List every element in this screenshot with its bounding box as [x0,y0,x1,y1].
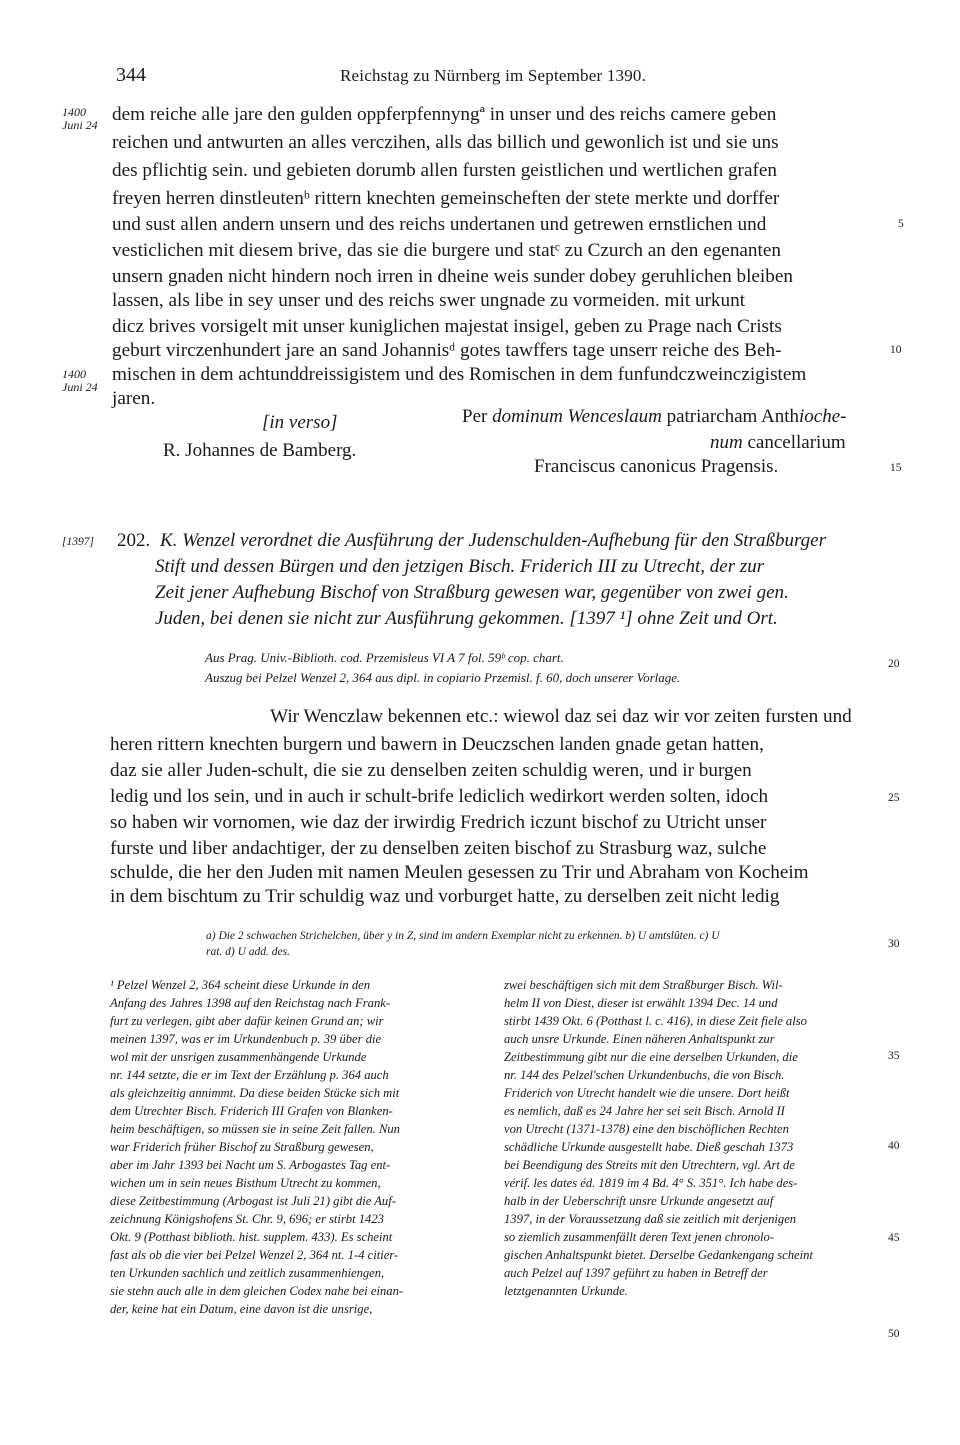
line-number: 15 [890,462,902,474]
text-line: ledig und los sein, und in auch ir schult-brife lediclich wedirkort werden solten, idoch [110,786,769,807]
footnote-line: sie stehn auch alle in dem gleichen Codex nahe bei einan- [110,1284,404,1298]
footnote-line: diese Zeitbestimmung (Arbogast ist Juli 21) gibt die Auf- [110,1194,396,1208]
footnote-line: furt zu verlegen, gibt aber dafür keinen Grund an; wir [110,1014,384,1028]
footnote-line: war Friderich früher Bischof zu Straßburg gewesen, [110,1140,374,1154]
footnote-line: stirbt 1439 Okt. 6 (Potthast l. c. 416), in diese Zeit fiele also [504,1014,807,1028]
footnote-line: ten Urkunden sachlich und zeitlich zusammenhiengen, [110,1266,385,1280]
text-line: vesticlichen mit diesem brive, das sie die burgere und statᶜ zu Czurch an den egenanten [112,240,781,261]
footnote-line: fast als ob die vier bei Pelzel Wenzel 2, 364 nt. 1-4 citier- [110,1248,399,1262]
page-number: 344 [116,64,146,86]
line-number: 45 [888,1232,900,1244]
margin-date-day: Juni 24 [62,118,98,132]
footnote-line: helm II von Diest, dieser ist erwählt 1394 Dec. 14 und [504,996,778,1010]
regest-line: Stift und dessen Bürgen und den jetzigen Bisch. Friderich III zu Utrecht, der zur [155,556,765,577]
text-line: Wir Wenczlaw bekennen etc.: wiewol daz sei daz wir vor zeiten fursten und [270,706,852,727]
regest-line-1 [117,530,150,552]
text-line: des pflichtig sein. und gebieten dorumb allen fursten geistlichen und wertlichen grafen [112,160,777,181]
source-note-2: Auszug bei Pelzel Wenzel 2, 364 aus dipl. in copiario Przemisl. f. 60, doch unserer Vorlage. [205,670,681,685]
footnote-line: halb in der Ueberschrift unsre Urkunde angesetzt auf [504,1194,774,1208]
footnote-line: nr. 144 des Pelzel'schen Urkundenbuchs, die von Bisch. [504,1068,785,1082]
text-line: heren rittern knechten burgern und bawern in Deuczschen landen gnade getan hatten, [110,734,764,755]
footnote-line: der, keine hat ein Datum, eine davon ist die unsrige, [110,1302,373,1316]
signature-per-line-3: Franciscus canonicus Pragensis. [534,456,779,477]
text-line: daz sie aller Juden-schult, die sie zu denselben zeiten schuldig weren, und ir burgen [110,760,752,781]
footnote-line: bei Beendigung des Streits mit den Utrechtern, vgl. Art de [504,1158,795,1172]
signature-per-line-1: Per dominum Wenceslaum patriarcham Anthioche- [462,406,847,427]
footnote-line: Anfang des Jahres 1398 auf den Reichstag nach Frank- [110,996,391,1010]
text-line: in dem bischtum zu Trir schuldig waz und vorburget hatte, zu derselben zeit nicht ledig [110,886,780,907]
footnote-line: zeichnung Königshofens St. Chr. 9, 696; er stirbt 1423 [110,1212,384,1226]
margin-date-year: 1400 [62,367,86,381]
margin-date-year: 1400 [62,105,86,119]
regest-line: Zeit jener Aufhebung Bischof von Straßburg gewesen war, gegenüber von zwei gen. [155,582,789,603]
running-title: Reichstag zu Nürnberg im September 1390. [340,66,647,85]
footnote-line: schädliche Urkunde ausgestellt habe. Dieß geschah 1373 [504,1140,794,1154]
text-line: schulde, die her den Juden mit namen Meulen gesessen zu Trir und Abraham von Kocheim [110,862,809,883]
footnote-line: auch unsre Urkunde. Einen näheren Anhaltspunkt zur [504,1032,775,1046]
footnote-line: meinen 1397, was er im Urkundenbuch p. 39 über die [110,1032,382,1046]
footnote-line: vérif. les dates éd. 1819 im 4 Bd. 4° S. 351°. Ich habe des- [504,1176,798,1190]
text-line: geburt virczenhundert jare an sand Johannisᵈ gotes tawffers tage unserr reiche des Beh- [112,340,782,361]
footnote-line: auch Pelzel auf 1397 geführt zu haben in Betreff der [504,1266,768,1280]
line-number: 50 [888,1328,900,1340]
footnote-line: Okt. 9 (Potthast biblioth. hist. supplem. 433). Es scheint [110,1230,393,1244]
text-line: freyen herren dinstleutenᵇ rittern knechten gemeinscheften der stete merkte und dorffer [112,188,780,209]
line-number: 35 [888,1050,900,1062]
text-line: dem reiche alle jare den gulden oppferpfennyngª in unser und des reichs camere geben [112,104,777,125]
apparatus-line-2: rat. d) U add. des. [206,946,291,958]
line-number: 25 [888,792,900,804]
margin-date-top [62,106,98,132]
document-date-margin: [1397] [62,536,94,548]
margin-date-day: Juni 24 [62,380,98,394]
regest-line: Juden, bei denen sie nicht zur Ausführung gekommen. [1397 ¹] ohne Zeit und Ort. [155,608,778,629]
line-number: 40 [888,1140,900,1152]
footnote-line: letztgenannten Urkunde. [504,1284,628,1298]
text-line: reichen und antwurten an alles verczihen, alls das billich und gewonlich ist und sie uns [112,132,779,153]
regest-line: K. Wenzel verordnet die Ausführung der Judenschulden-Aufhebung für den Straßburger [160,530,826,551]
text-line: dicz brives vorsigelt mit unser kuniglichen majestat insigel, geben zu Prage nach Crists [112,316,782,337]
text-line: furste und liber andachtiger, der zu denselben zeiten bischof zu Strasburg waz, sulche [110,838,767,859]
text-line: mischen in dem achtunddreissigistem und des Romischen in dem funfundczweinczigistem [112,364,807,385]
text-line: und sust allen andern unsern und des reichs undertanen und getrewen ernstlichen und [112,214,767,235]
text-line: jaren. [112,388,156,409]
footnote-line: heim beschäftigen, so müssen sie in seine Zeit fallen. Nun [110,1122,400,1136]
signer-left: R. Johannes de Bamberg. [163,440,357,461]
signature-per-line-2: num cancellarium [710,432,846,453]
line-number: 10 [890,344,902,356]
text-line: lassen, als libe in sey unser und des reichs swer ungnade zu vormeiden. mit urkunt [112,290,746,311]
footnote-line: ¹ Pelzel Wenzel 2, 364 scheint diese Urkunde in den [110,978,371,992]
footnote-line: Zeitbestimmung gibt nur die eine derselben Urkunden, die [504,1050,798,1064]
in-verso-note: [in verso] [262,412,338,433]
footnote-line: als gleichzeitig annimmt. Da diese beiden Stücke sich mit [110,1086,400,1100]
footnote-line: so ziemlich zusammenfällt deren Text jenen chronolo- [504,1230,775,1244]
footnote-line: 1397, in der Voraussetzung daß sie zeitlich mit derjenigen [504,1212,797,1226]
line-number: 20 [888,658,900,670]
text-line: so haben wir vornomen, wie daz der irwirdig Fredrich iczunt bischof zu Utricht unser [110,812,767,833]
footnote-line: von Utrecht (1371-1378) eine den bischöflichen Rechten [504,1122,789,1136]
footnote-line: wichen um in sein neues Bisthum Utrecht zu kommen, [110,1176,381,1190]
text-line: unsern gnaden nicht hindern noch irren in dheine weis sunder dobey geruhlichen bleiben [112,266,793,287]
margin-date-bottom [62,368,98,394]
footnote-line: es nemlich, daß es 24 Jahre her sei seit Bisch. Arnold II [504,1104,785,1118]
line-number: 30 [888,938,900,950]
footnote-line: zwei beschäftigen sich mit dem Straßburger Bisch. Wil- [504,978,783,992]
footnote-line: aber im Jahr 1393 bei Nacht um S. Arbogastes Tag ent- [110,1158,391,1172]
footnote-line: nr. 144 setzte, die er im Text der Erzählung p. 364 auch [110,1068,389,1082]
footnote-line: Friderich von Utrecht handelt wie die unsere. Dort heißt [504,1086,790,1100]
footnote-line: gischen Anhaltspunkt bietet. Derselbe Gedankengang scheint [504,1248,813,1262]
document-number: 202. [117,530,151,551]
apparatus-line-1: a) Die 2 schwachen Strichelchen, über y in Z, sind im andern Exemplar nicht zu erkennen. b) U amtslûten. c) U [206,930,720,942]
footnote-line: dem Utrechter Bisch. Friderich III Grafen von Blanken- [110,1104,393,1118]
line-number: 5 [898,218,904,230]
footnote-line: wol mit der unsrigen zusammenhängende Urkunde [110,1050,367,1064]
source-note-1: Aus Prag. Univ.-Biblioth. cod. Przemisleus VI A 7 fol. 59ᵇ cop. chart. [205,650,564,665]
